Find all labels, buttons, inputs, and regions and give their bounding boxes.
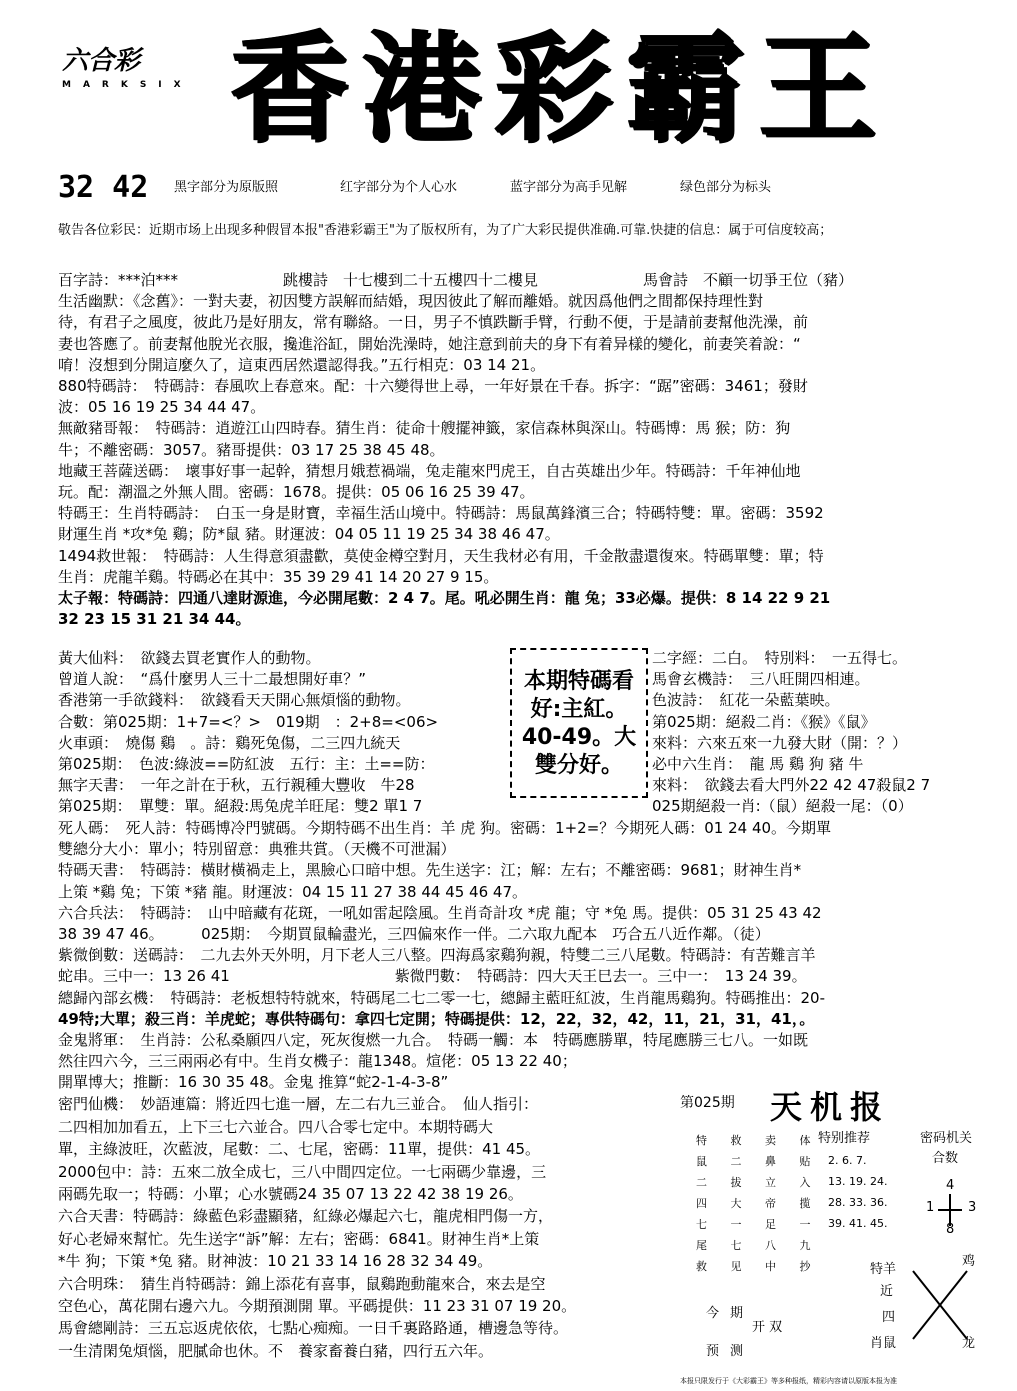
tianji-title: 天机报 (770, 1088, 891, 1126)
predict-label: 预 (706, 1344, 720, 1359)
text-line: 上策 *鷄 兔；下策 *豬 龍。財運波：04 15 11 27 38 44 45 46 47。 (58, 882, 528, 901)
text-line: 馬會玄機詩： 三八旺開四相連。 (652, 670, 870, 689)
grid-row: 鼠 二 鼻 贴 (696, 1155, 821, 1168)
copyright-notice: 敬告各位彩民：近期市场上出现多种假冒本报"香港彩霸王"为了版权所有，为了广大彩民提供准确.可靠.快捷的信息：属于可信度较高； (58, 223, 833, 238)
text-line: 一生清閑兔煩惱，肥膩命也休。不 養家畜養白豬，四行五六年。 (58, 1341, 494, 1360)
text-line: 妻也答應了。前妻幫他脫光衣服，攙進浴缸，開始洗澡時，她注意到前夫的身下有着异樣的變化，前妻笑着說：“ (58, 334, 801, 353)
predict-value: 开 双 (752, 1320, 783, 1335)
legend-green: 绿色部分为标头 (680, 180, 772, 195)
text-line: 合數：第025期：1+7=<？> 019期 ：2+8=<06> (58, 712, 439, 731)
page-title: 香港彩霸王 (230, 18, 891, 157)
code-bottom: 8 (946, 1222, 955, 1237)
x-label: 肖鼠 (870, 1336, 897, 1351)
text-line: 無敵豬哥報： 特碼詩：逍遊江山四時春。猜生肖：徒命十艘擺神籤，家信森林與深山。特碼博：馬 猴；防：狗 (58, 419, 791, 438)
x-label: 鸡 (962, 1254, 976, 1269)
footer-note: 本报只限发行于《大彩霸王》等多种报纸，精彩内容请以原版本报为准 (680, 1377, 897, 1385)
code-left: 1 (926, 1200, 935, 1215)
text-line: 總歸內部玄機： 特碼詩：老板想特特就來，特碼尾二七二零一七，總歸主藍旺紅波，生肖龍馬鷄狗。特碼推出：20- (58, 988, 826, 1007)
recommend-row: 13. 19. 24. (828, 1175, 888, 1188)
text-line: 49特;大單；殺三肖：羊虎蛇；專供特碼句：拿四七定開；特碼提供：12，22，32，42，11，21，31，41，。 (58, 1009, 815, 1028)
grid-row: 七 一 足 一 (696, 1218, 821, 1231)
text-line: 兩碼先取一；特碼：小單；心水號碼24 35 07 13 22 42 38 19 26。 (58, 1185, 523, 1203)
code-subheader: 合数 (932, 1151, 959, 1166)
tianji-issue: 第025期 (680, 1095, 735, 1111)
text-line: 唷！沒想到分開這麼久了，這東西居然還認得我。”五行相克：03 14 21。 (58, 355, 546, 374)
recommend-row: 39. 41. 45. (828, 1217, 888, 1230)
text-line: 黃大仙料： 欲錢去買老實作人的動物。 (58, 649, 321, 667)
text-line: 生肖：虎龍羊鷄。特碼必在其中：35 39 29 41 14 20 27 9 15。 (58, 567, 499, 586)
text-line: 財運生肖 *攻*兔 鷄；防*鼠 豬。財運波：04 05 11 19 25 34 38 46 47。 (58, 525, 560, 544)
logo: 六合彩 (62, 46, 141, 76)
text-line: 第025期： 單雙：單。絕殺:馬兔虎羊旺尾：雙2 單1 7 (58, 797, 423, 816)
text-line: 地藏王菩薩送碼： 壞事好事一起幹，猜想月娥惹禍端，兔走龍來門虎王，自古英雄出少年。特碼詩：千年神仙地 (58, 461, 801, 480)
text-line: 金鬼將軍： 生肖詩：公私桑願四八定，死灰復燃一九合。 特碼一觸：本 特碼應勝單，特尾應勝三七八。一如既 (58, 1031, 809, 1049)
text-line: 二四相加加看五，上下三七六並合。四八合零七定中。本期特碼大 (58, 1117, 494, 1136)
recommend-row: 28. 33. 36. (828, 1196, 888, 1209)
logo-subtitle: MARKSIX (62, 80, 193, 90)
text-line: 2000包中：詩：五來二放全成七，三八中間四定位。一七兩碼少靠邊，三 (58, 1162, 547, 1181)
text-line: 香港第一手欲錢料： 欲錢看天天開心無煩惱的動物。 (58, 691, 411, 710)
text-line: 雙總分大小：單小；特別留意：典雅共賞。（天機不可泄漏） (58, 840, 456, 859)
text-line: 色波詩： 紅花一朵藍葉映。 (652, 691, 840, 710)
legend-black: 黑字部分为原版照 (174, 180, 279, 195)
text-line: 特碼王：生肖特碼詩： 白玉一身是財寶，幸福生活山境中。特碼詩：馬鼠萬鋒濱三合；特碼特雙：單。密碼：3592 (58, 504, 824, 523)
box-line: 好:主紅。 (530, 697, 628, 722)
text-line: 二字經：二白。 特別料： 一五得七。 (652, 649, 908, 667)
x-label: 四 (882, 1310, 896, 1325)
grid-row: 二 拔 立 入 (696, 1176, 821, 1189)
text-line: 025期絕殺一肖:（鼠）絕殺一尾：（0） (652, 797, 913, 816)
text-line: 生活幽默：《念舊》：一對夫妻，初因雙方誤解而結婚，現因彼此了解而離婚。就因爲他們之間都保持理性對 (58, 292, 764, 311)
predict-label: 测 (730, 1344, 744, 1359)
issue-number: 32 42 (58, 170, 149, 205)
x-label: 近 (880, 1284, 894, 1299)
text-line: 牛；不離密碼：3057。豬哥提供：03 17 25 38 45 48。 (58, 440, 445, 459)
text-line: 火車頭： 燒傷 鷄 。詩：鷄死兔傷，二三四九統天 (58, 733, 401, 752)
text-line: 六合天書：特碼詩：綠藍色彩盡顯豬，紅綠必爆起六七，龍虎相門傷一方， (58, 1207, 554, 1226)
text-line: 波：05 16 19 25 34 44 47。 (58, 398, 266, 417)
x-label: 特羊 (870, 1262, 897, 1277)
recommend-row: 2. 6. 7. (828, 1154, 867, 1167)
text-line: 百字詩：***泊*** 跳樓詩 十七樓到二十五樓四十二樓見 馬會詩 不顧一切爭王位（豬） (58, 271, 854, 289)
text-line: 馬會總剛詩：三五忘返虎依依，七點心痴痴。一日千裏路路通，槽邊急等待。 (58, 1319, 569, 1338)
cross-symbol (930, 1190, 970, 1230)
text-line: 來料：六來五來一九發大財（開：？） (652, 733, 908, 752)
text-line: 來料： 欲錢去看大門外22 42 47殺鼠2 7 (652, 776, 931, 795)
predict-label: 期 (730, 1306, 744, 1321)
text-line: 開單博大；推斷：16 30 35 48。金鬼 推算“蛇2-1-4-3-8” (58, 1073, 449, 1091)
text-line: 32 23 15 31 21 34 44。 (58, 610, 251, 629)
text-line: 太子報：特碼詩：四通八達財源進，今必開尾數：2 4 7。尾。吼必開生肖：龍 兔；33必爆。提供：8 14 22 9 21 (58, 589, 831, 607)
text-line: 死人碼： 死人詩：特碼博冷門號碼。今期特碼不出生肖：羊 虎 狗。密碼：1+2=？今期死人碼：01 24 40。今期單 (58, 819, 832, 837)
code-top: 4 (946, 1178, 955, 1193)
text-line: 然往四六今，三三兩兩必有中。生肖女機子：龍1348。煊佬：05 13 22 40； (58, 1052, 577, 1071)
text-line: 曾道人說： “爲什麼男人三十二最想開好車？” (58, 670, 367, 689)
text-line: 待，有君子之風度，彼此乃是好朋友，常有聯絡。一日，男子不慎跌斷手臂，行動不便，于是請前妻幫他洗澡，前 (58, 313, 809, 332)
text-line: 必中六生肖： 龍 馬 鷄 狗 豬 牛 (652, 755, 864, 773)
box-line: 雙分好。 (534, 753, 623, 778)
text-line: 無字天書： 一年之計在于秋，五行親種大豐收 牛28 (58, 776, 415, 795)
text-line: 紫微倒數：送碼詩： 二九去外天外明，月下老人三八整。四海爲家鷄狗親，特雙二三八尾數。特碼詩：有苦難言羊 (58, 946, 816, 965)
recommend-header: 特别推荐 (818, 1131, 871, 1146)
text-line: 1494救世報： 特碼詩：人生得意須盡歡，莫使金樽空對月，天生我材必有用，千金散盡還復來。特碼單雙：單；特 (58, 546, 824, 565)
box-line: 40-49。大 (521, 725, 637, 750)
text-line: 六合兵法： 特碼詩： 山中暗藏有花斑，一吼如雷起陰風。生肖奇計攻 *虎 龍；守 *兔 馬。提供：05 31 25 43 42 (58, 903, 822, 922)
text-line: 880特碼詩： 特碼詩：春風吹上春意來。配：十六變得世上尋，一年好景在千春。拆字：“踞”密碼：3461；發財 (58, 377, 808, 395)
text-line: 單，主綠波旺，次藍波，尾數：二、七尾，密碼：11單，提供：41 45。 (58, 1140, 541, 1159)
legend-red: 红字部分为个人心水 (340, 180, 458, 195)
text-line: 特碼天書： 特碼詩：橫財橫禍走上，黑臉心口暗中想。先生送字：江；解：左右；不離密碼：9681；財神生肖* (58, 861, 802, 880)
text-line: 第025期：絕殺二肖：《猴》《鼠》 (652, 712, 876, 731)
text-line: 第025期： 色波:綠波==防紅波 五行：主：土==防： (58, 755, 435, 773)
recommend-list (828, 1150, 887, 1234)
text-line: 好心老婦來幫忙。先生送字“訴”解：左右；密碼：6841。財神生肖*上策 (58, 1229, 540, 1248)
box-line: 本期特碼看 (523, 669, 634, 694)
special-box (510, 648, 648, 798)
grid-row: 尾 七 八 九 (696, 1239, 821, 1252)
text-line: 38 39 47 46。 025期： 今期買鼠輪盡光，三四偏來作一伴。二六取九配本 巧合五八近作鄰。（徒） (58, 925, 770, 943)
x-label: 龙 (962, 1336, 976, 1351)
code-right: 3 (968, 1200, 977, 1215)
code-header: 密码机关 (920, 1131, 973, 1146)
grid-row: 救 见 中 抄 (696, 1260, 821, 1273)
legend-blue: 蓝字部分为高手见解 (510, 180, 628, 195)
text-line: 玩。配：潮溫之外無人間。密碼：1678。提供：05 06 16 25 39 47。 (58, 483, 535, 501)
text-line: 六合明珠： 猜生肖特碼詩：錦上添花有喜事，鼠鷄跑動龍來合，來去是空 (58, 1274, 546, 1293)
grid-row: 四 大 帝 揽 (696, 1197, 821, 1210)
text-line: *牛 狗；下策 *兔 豬。財神波：10 21 33 14 16 28 32 34 49。 (58, 1252, 493, 1271)
tianji-grid (696, 1130, 821, 1277)
text-line: 空色心，萬花開右邊六九。今期預測開 單。平碼提供：11 23 31 07 19 20。 (58, 1297, 577, 1315)
text-line: 密門仙機： 妙語連篇：將近四七進一層，左二右九三並合。 仙人指引： (58, 1095, 539, 1114)
predict-label: 今 (706, 1306, 720, 1321)
grid-row: 特 救 卖 体 (696, 1134, 821, 1147)
text-line: 蛇串。三中一：13 26 41 紫微門數： 特碼詩：四大天王巳去一。三中一： 13 24 39。 (58, 967, 807, 986)
